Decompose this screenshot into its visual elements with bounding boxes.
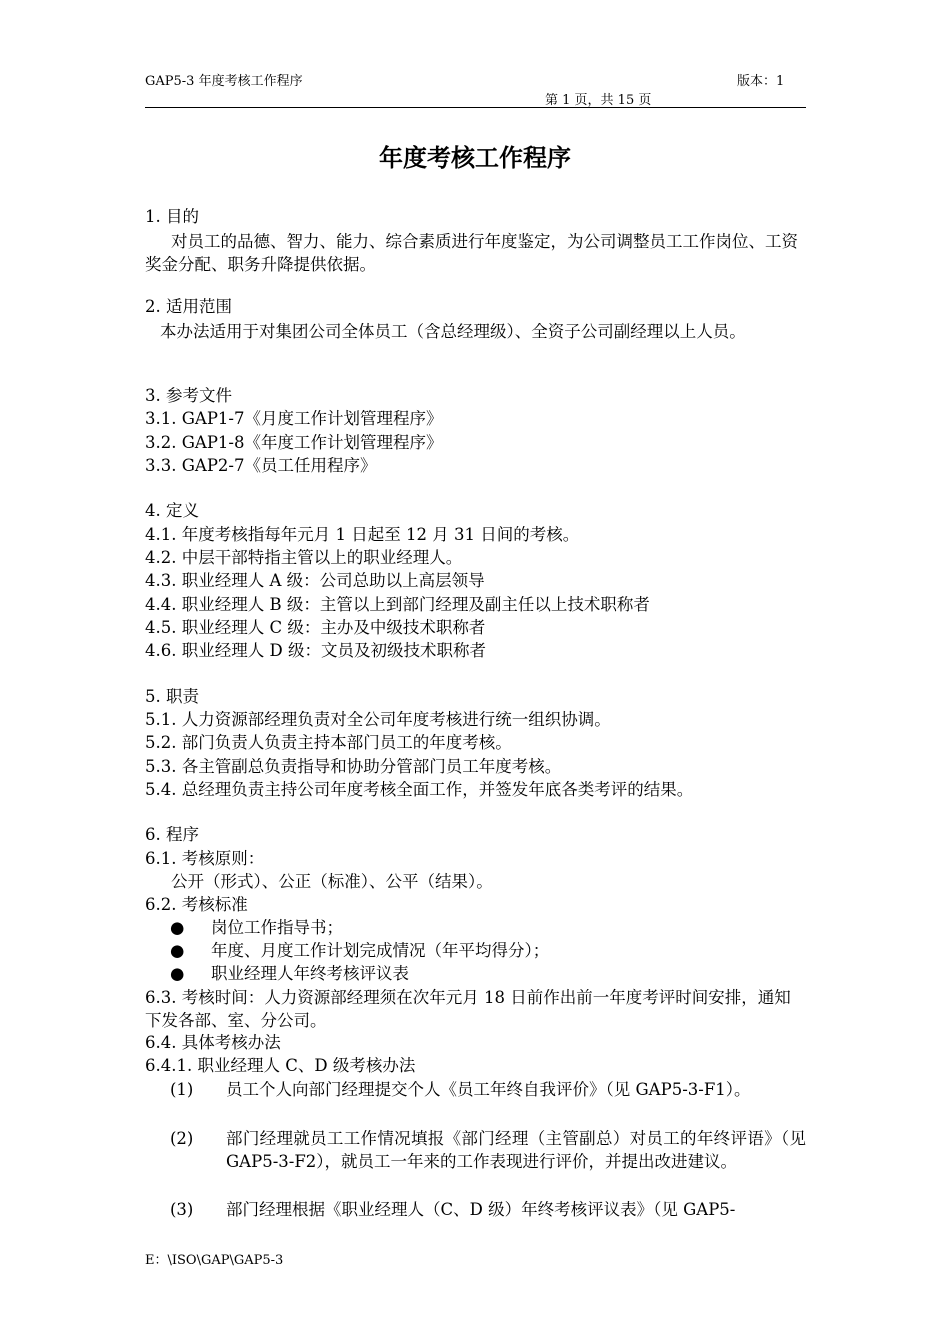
list-item: 5.1. 人力资源部经理负责对全公司年度考核进行统一组织协调。 bbox=[145, 710, 611, 729]
step-text: 员工个人向部门经理提交个人《员工年终自我评价》（见 GAP5-3-F1）。 bbox=[226, 1080, 751, 1099]
bullet-item bbox=[170, 940, 549, 962]
subsection-6-1-body: 公开（形式）、公正（标准）、公平（结果）。 bbox=[171, 872, 493, 891]
subsection-6-1: 6.1. 考核原则： bbox=[145, 849, 265, 868]
section-5-heading: 5. 职责 bbox=[145, 687, 199, 706]
section-2-heading: 2. 适用范围 bbox=[145, 297, 232, 316]
section-3-heading: 3. 参考文件 bbox=[145, 386, 232, 405]
section-1-heading: 1. 目的 bbox=[145, 207, 199, 226]
section-4-heading: 4. 定义 bbox=[145, 501, 199, 520]
subsection-6-4: 6.4. 具体考核办法 bbox=[145, 1033, 281, 1052]
header-doc-code: GAP5-3 年度考核工作程序 bbox=[145, 74, 303, 89]
header-page-number: 第 1 页，共 15 页 bbox=[545, 93, 652, 108]
subsection-6-2: 6.2. 考核标准 bbox=[145, 895, 248, 914]
list-item: 4.3. 职业经理人 A 级：公司总助以上高层领导 bbox=[145, 571, 485, 590]
bullet-icon: ● bbox=[170, 941, 185, 960]
list-item: 5.3. 各主管副总负责指导和协助分管部门员工年度考核。 bbox=[145, 757, 562, 776]
list-item: 4.5. 职业经理人 C 级：主办及中级技术职称者 bbox=[145, 618, 486, 637]
section-2-body: 本办法适用于对集团公司全体员工（含总经理级）、全资子公司副经理以上人员。 bbox=[160, 322, 746, 341]
footer-file-path: E：\ISO\GAP\GAP5-3 bbox=[145, 1253, 284, 1268]
procedure-step bbox=[170, 1127, 806, 1173]
step-number: (2) bbox=[170, 1129, 194, 1148]
list-item: 5.2. 部门负责人负责主持本部门员工的年度考核。 bbox=[145, 733, 512, 752]
step-number: (3) bbox=[170, 1200, 194, 1219]
procedure-step bbox=[170, 1198, 806, 1221]
bullet-text: 岗位工作指导书； bbox=[211, 918, 343, 937]
bullet-text: 年度、月度工作计划完成情况（年平均得分）； bbox=[211, 941, 550, 960]
section-1-body: 对员工的品德、智力、能力、综合素质进行年度鉴定，为公司调整员工工作岗位、工资奖金分配、职务升降提供依据。 bbox=[145, 232, 798, 274]
list-item: 3.3. GAP2-7《员工任用程序》 bbox=[145, 456, 377, 475]
section-6-heading: 6. 程序 bbox=[145, 825, 199, 844]
document-title: 年度考核工作程序 bbox=[379, 144, 571, 172]
list-item: 3.1. GAP1-7《月度工作计划管理程序》 bbox=[145, 409, 443, 428]
bullet-icon: ● bbox=[170, 918, 185, 937]
list-item: 4.4. 职业经理人 B 级：主管以上到部门经理及副主任以上技术职称者 bbox=[145, 595, 650, 614]
step-number: (1) bbox=[170, 1080, 194, 1099]
step-text: 部门经理就员工工作情况填报《部门经理（主管副总）对员工的年终评语》（见 GAP5-3-F2），就员工一年来的工作表现进行评价，并提出改进建议。 bbox=[226, 1129, 806, 1171]
list-item: 4.6. 职业经理人 D 级：文员及初级技术职称者 bbox=[145, 641, 486, 660]
bullet-icon: ● bbox=[170, 964, 185, 983]
list-item: 4.1. 年度考核指每年元月 1 日起至 12 月 31 日间的考核。 bbox=[145, 525, 580, 544]
bullet-item bbox=[170, 963, 409, 985]
subsection-6-4-1: 6.4.1. 职业经理人 C、D 级考核办法 bbox=[145, 1056, 416, 1075]
list-item: 5.4. 总经理负责主持公司年度考核全面工作，并签发年底各类考评的结果。 bbox=[145, 780, 694, 799]
header-version: 版本：1 bbox=[737, 74, 785, 89]
list-item: 3.2. GAP1-8《年度工作计划管理程序》 bbox=[145, 433, 443, 452]
bullet-text: 职业经理人年终考核评议表 bbox=[211, 964, 409, 983]
bullet-item bbox=[170, 917, 343, 939]
subsection-6-3: 6.3. 考核时间：人力资源部经理须在次年元月 18 日前作出前一年度考评时间安排，通知下发各部、室、分公司。 bbox=[145, 988, 791, 1030]
list-item: 4.2. 中层干部特指主管以上的职业经理人。 bbox=[145, 548, 463, 567]
step-text: 部门经理根据《职业经理人（C、D 级）年终考核评议表》（见 GAP5- bbox=[226, 1200, 736, 1219]
procedure-step bbox=[170, 1078, 806, 1101]
header-rule bbox=[145, 107, 806, 108]
